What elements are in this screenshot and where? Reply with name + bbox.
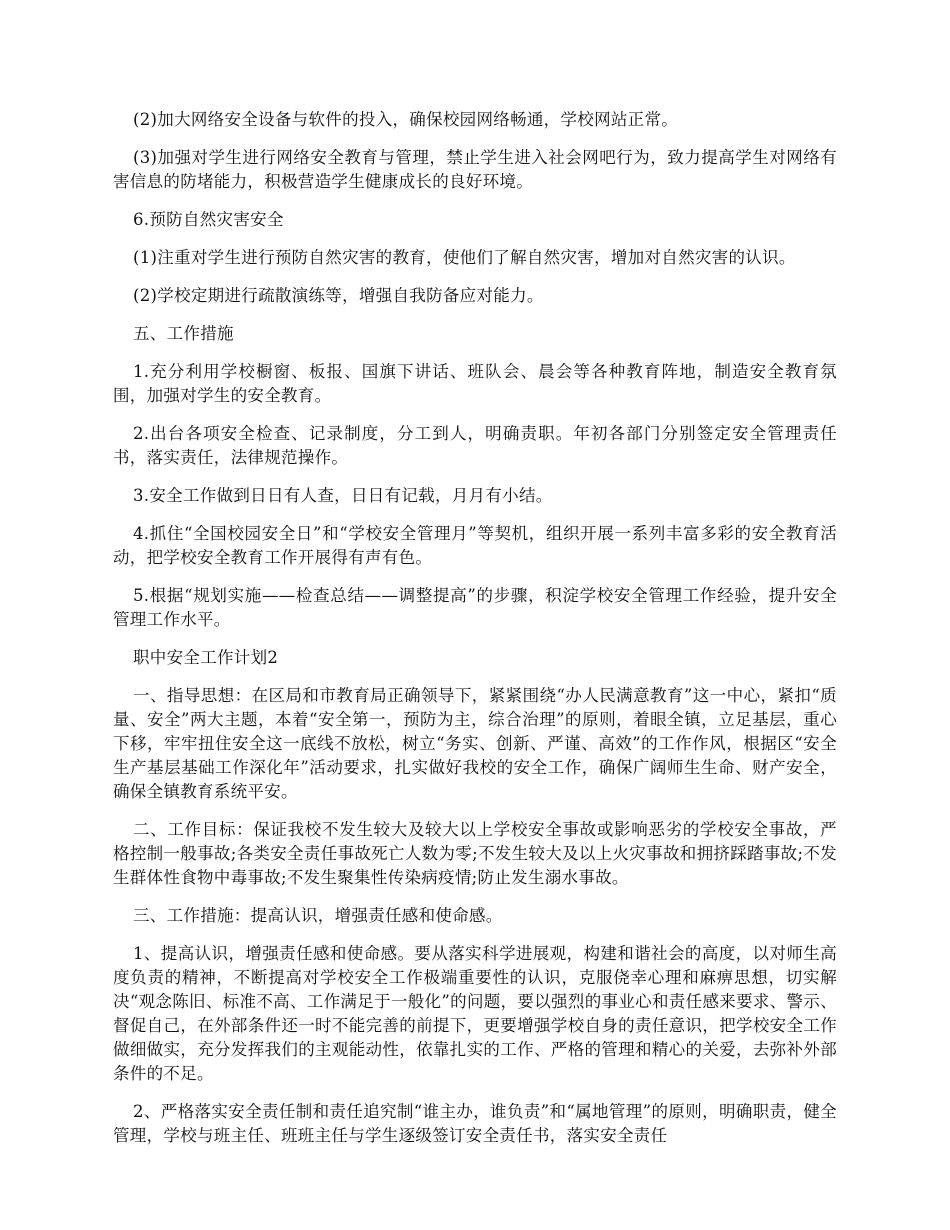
paragraph: 二、工作目标：保证我校不发生较大及较大以上学校安全事故或影响恶劣的学校安全事故，严格控制一般事故;各类安全责任事故死亡人数为零;不发生较大及以上火灾事故和拥挤踩踏事故;不发生群体性食物中毒事故;不发生聚集性传染病疫情;防止发生溺水事故。 xyxy=(113,820,837,887)
document-title: 职中安全工作计划2 xyxy=(133,648,279,667)
paragraph: 1.充分利用学校橱窗、板报、国旗下讲话、班队会、晨会等各种教育阵地，制造安全教育氛围，加强对学生的安全教育。 xyxy=(113,362,837,405)
section-heading: 五、工作措施 xyxy=(133,324,234,343)
paragraph: 2.出台各项安全检查、记录制度，分工到人，明确责职。年初各部门分别签定安全管理责任书，落实责任，法律规范操作。 xyxy=(113,424,837,467)
paragraph: (2)学校定期进行疏散演练等，增强自我防备应对能力。 xyxy=(133,286,544,305)
paragraph: 一、指导思想：在区局和市教育局正确领导下，紧紧围绕“办人民满意教育”这一中心，紧扣“质量、安全”两大主题，本着“安全第一，预防为主，综合治理”的原则，着眼全镇，立足基层，重心下移，牢牢扭住安全这一底线不放松，树立“务实、创新、严谨、高效”的工作作风，根据区“安全生产基层基础工作深化年”活动要求，扎实做好我校的安全工作，确保广阔师生生命、财产安全，确保全镇教育系统平安。 xyxy=(113,686,837,801)
paragraph: 5.根据“规划实施——检查总结——调整提高”的步骤，积淀学校安全管理工作经验，提升安全管理工作水平。 xyxy=(113,586,837,629)
section-heading: 6.预防自然灾害安全 xyxy=(133,210,284,229)
paragraph: 4.抓住“全国校园安全日”和“学校安全管理月”等契机，组织开展一系列丰富多彩的安全教育活动，把学校安全教育工作开展得有声有色。 xyxy=(113,524,837,567)
paragraph: 3.安全工作做到日日有人查，日日有记载，月月有小结。 xyxy=(133,486,553,505)
paragraph: (1)注重对学生进行预防自然灾害的教育，使他们了解自然灾害，增加对自然灾害的认识。 xyxy=(133,248,796,267)
document-body xyxy=(113,108,837,1162)
paragraph: (3)加强对学生进行网络安全教育与管理，禁止学生进入社会网吧行为，致力提高学生对网络有害信息的防堵能力，积极营造学生健康成长的良好环境。 xyxy=(113,148,837,191)
paragraph: 1、提高认识，增强责任感和使命感。要从落实科学进展观，构建和谐社会的高度，以对师生高度负责的精神，不断提高对学校安全工作极端重要性的认识，克服侥幸心理和麻痹思想，切实解决“观念陈旧、标准不高、工作满足于一般化”的问题，要以强烈的事业心和责任感来要求、警示、督促自己，在外部条件还一时不能完善的前提下，更要增强学校自身的责任意识，把学校安全工作做细做实，充分发挥我们的主观能动性，依靠扎实的工作、严格的管理和精心的关爱，去弥补外部条件的不足。 xyxy=(113,944,837,1083)
paragraph: (2)加大网络安全设备与软件的投入，确保校园网络畅通，学校网站正常。 xyxy=(133,110,679,129)
paragraph: 2、严格落实安全责任制和责任追究制“谁主办，谁负责”和“属地管理”的原则，明确职责，健全管理，学校与班主任、班班主任与学生逐级签订安全责任书，落实安全责任 xyxy=(113,1102,837,1145)
section-heading: 三、工作措施：提高认识，增强责任感和使命感。 xyxy=(133,906,503,925)
